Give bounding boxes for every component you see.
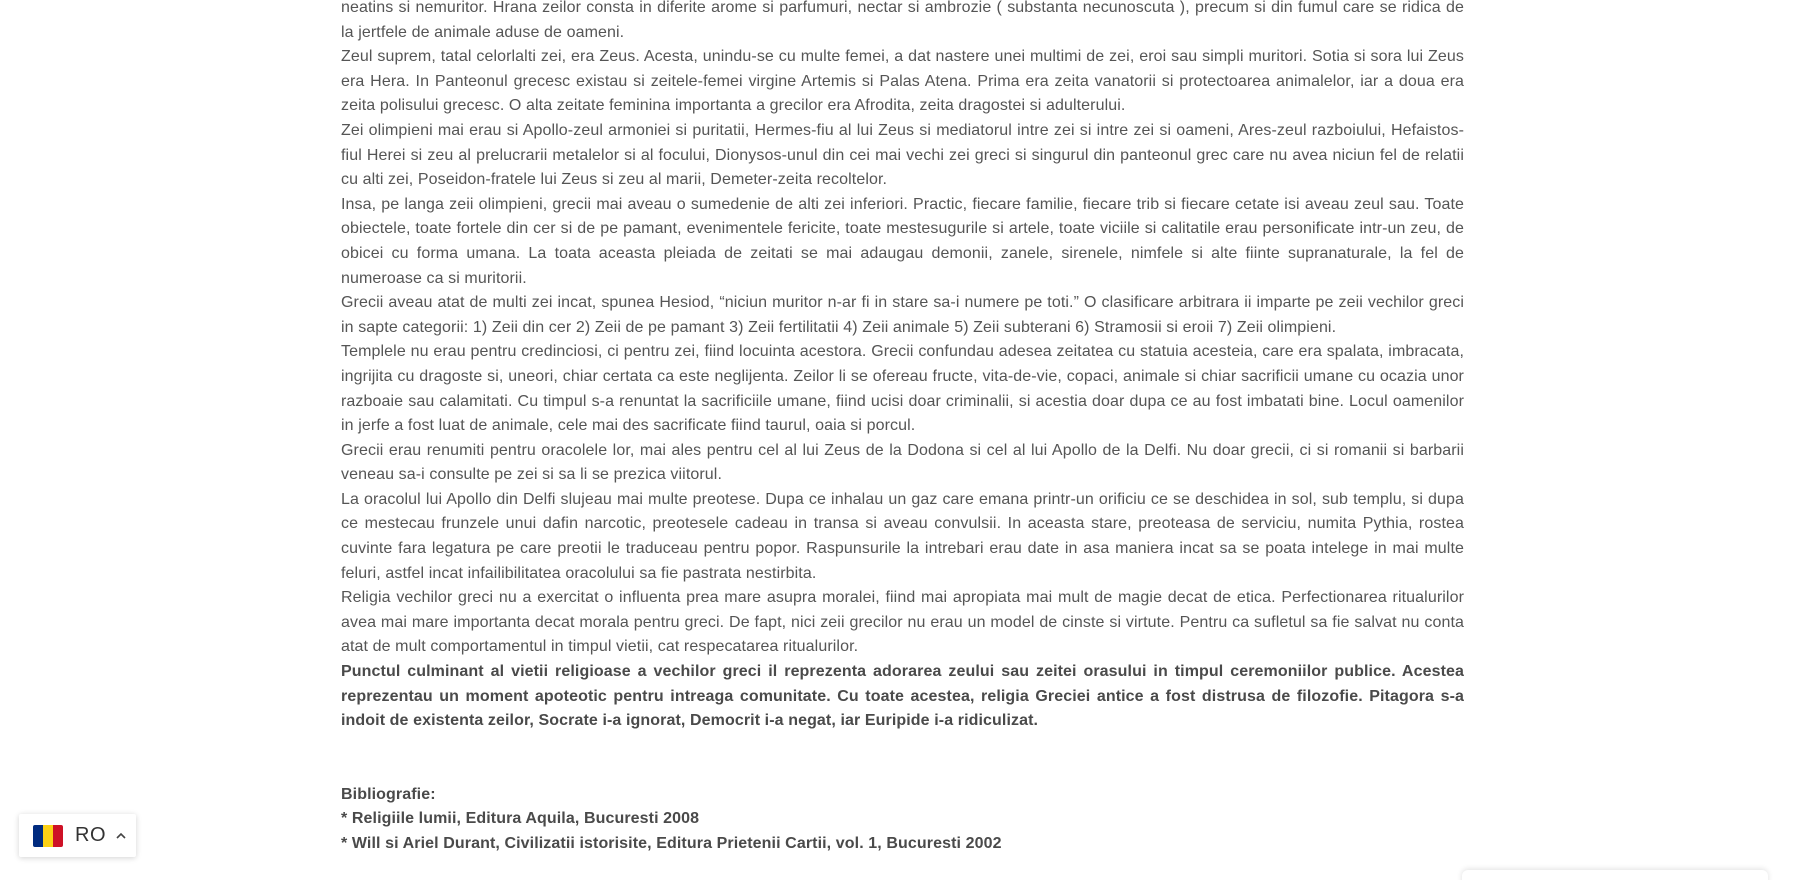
article-paragraph-9: Religia vechilor greci nu a exercitat o influenta prea mare asupra moralei, fiind mai apropiata mai mult de magie decat de etica. Perfectionarea ritualurilor avea mai mare importanta decat morala pentru greci. De fapt, nici zeii grecilor nu erau un model de cinste si virtute. Pentru ca sufletul sa fie salvat nu conta atat de mult comportamentul in timpul vietii, cat respecatarea ritualurilor. [341,589,1464,656]
bibliography [341,783,1464,857]
article-conclusion: Punctul culminant al vietii religioase a vechilor greci il reprezenta adorarea zeului sau zeitei orasului in timpul ceremoniilor publice. Acestea reprezentau un moment apoteotic pentru intreaga comunitate. Cu toate acestea, religia Greciei antice a fost distrusa de filozofie. Pitagora s-a indoit de existenta zeilor, Socrate i-a ignorat, Democrit i-a negat, iar Euripide i-a ridiculizat. [341,663,1464,730]
article-paragraph-2: Zeul suprem, tatal celorlalti zei, era Zeus. Acesta, unindu-se cu multe femei, a dat nastere unei multimi de zei, eroi sau simpli muritori. Sotia si sora lui Zeus era Hera. In Panteonul grecesc existau si zeitele-femei virgine Artemis si Palas Atena. Prima era zeita vanatorii si protectoarea animalelor, iar a doua era zeita polisului grecesc. O alta zeitate feminina importanta a grecilor era Afrodita, zeita dragostei si adulterului. [341,48,1464,115]
bibliography-item: * Will si Ariel Durant, Civilizatii istorisite, Editura Prietenii Cartii, vol. 1, Bucuresti 2002 [341,835,1002,852]
article-paragraph-7: Grecii erau renumiti pentru oracolele lor, mai ales pentru cel al lui Zeus de la Dodona si cel al lui Apollo de la Delfi. Nu doar grecii, ci si romanii si barbarii veneau sa-i consulte pe zei si sa li se prezica viitorul. [341,441,1464,484]
chat-widget-tab[interactable] [1462,870,1768,880]
article-paragraph-4: Insa, pe langa zeii olimpieni, grecii mai aveau o sumedenie de alti zei inferiori. Practic, fiecare familie, fiecare trib si fiecare cetate isi aveau zeul sau. Toate obiectele, toate fortele din cer si de pe pamant, evenimentele fericite, toate mestesugurile si artele, toate viciile si calitatile erau personificate intr-un zeu, de obicei cu forma umana. La toata aceasta pleiada de zeitati se mai adaugau demonii, zanele, sirenele, nimfele si alte fiinte supranaturale, la fel de numeroase ca si muritorii. [341,195,1464,287]
article-paragraph-8: La oracolul lui Apollo din Delfi slujeau mai multe preotese. Dupa ce inhalau un gaz care emana printr-un orificiu ce se deschidea in sol, sub templu, si dupa ce mestecau frunzele unui dafin narcotic, preotesele cadeau in transa si aveau convulsii. In aceasta stare, preoteasa de serviciu, numita Pythia, rostea cuvinte fara legatura pe care preotii le traduceau pentru popor. Raspunsurile la intrebari erau date in asa maniera incat sa se poata intelege in mai multe feluri, astfel incat infailibilitatea oracolului sa fie pastrata nestirbita. [341,490,1464,582]
bibliography-heading: Bibliografie: [341,785,436,803]
language-switcher[interactable] [19,814,136,857]
language-code: RO [75,824,106,846]
chevron-up-icon [115,830,127,842]
bibliography-item: * Religiile lumii, Editura Aquila, Bucuresti 2008 [341,810,700,828]
article-paragraph-1: neatins si nemuritor. Hrana zeilor consta in diferite arome si parfumuri, nectar si ambrozie ( substanta necunoscuta ), precum si din fumul care se ridica de la jertfele de animale aduse de oameni. [341,0,1464,41]
article-body [341,0,1464,857]
article-paragraph-3: Zei olimpieni mai erau si Apollo-zeul armoniei si puritatii, Hermes-fiu al lui Zeus si mediatorul intre zei si intre zei si oameni, Ares-zeul razboiului, Hefaistos-fiul Herei si zeu al prelucrarii metalelor si al focului, Dionysos-unul din cei mai vechi zei greci si singurul din panteonul grec care nu avea niciun fel de relatii cu alti zei, Poseidon-fratele lui Zeus si zeu al marii, Demeter-zeita recoltelor. [341,121,1464,189]
article-paragraph-5: Grecii aveau atat de multi zei incat, spunea Hesiod, “niciun muritor n-ar fi in stare sa-i numere pe toti.” O clasificare arbitrara ii imparte pe zeii vechilor greci in sapte categorii: 1) Zeii din cer 2) Zeii de pe pamant 3) Zeii fertilitatii 4) Zeii animale 5) Zeii subterani 6) Stramosii si eroii 7) Zeii olimpieni. [341,294,1464,336]
flag-stripe-yellow [43,825,53,847]
article-paragraph-6: Templele nu erau pentru credinciosi, ci pentru zei, fiind locuinta acestora. Grecii confundau adesea zeitatea cu statuia acesteia, care era spalata, imbracata, ingrijita cu dragoste si, uneori, chiar certata ca este neglijenta. Zeilor li se ofereau fructe, vita-de-vie, copaci, animale si chiar sacrificii umane cu ocazia unor razboaie sau calamitati. Cu timpul s-a renuntat la sacrificiile umane, fiind ucisi doar criminalii, si acestia doar dupa ce au fost imbatati bine. Locul oamenilor in jerfe a fost luat de animale, cele mai des sacrificate fiind taurul, oaia si porcul. [341,343,1464,435]
romania-flag-icon [33,825,63,847]
flag-stripe-red [53,825,63,847]
flag-stripe-blue [33,825,43,847]
